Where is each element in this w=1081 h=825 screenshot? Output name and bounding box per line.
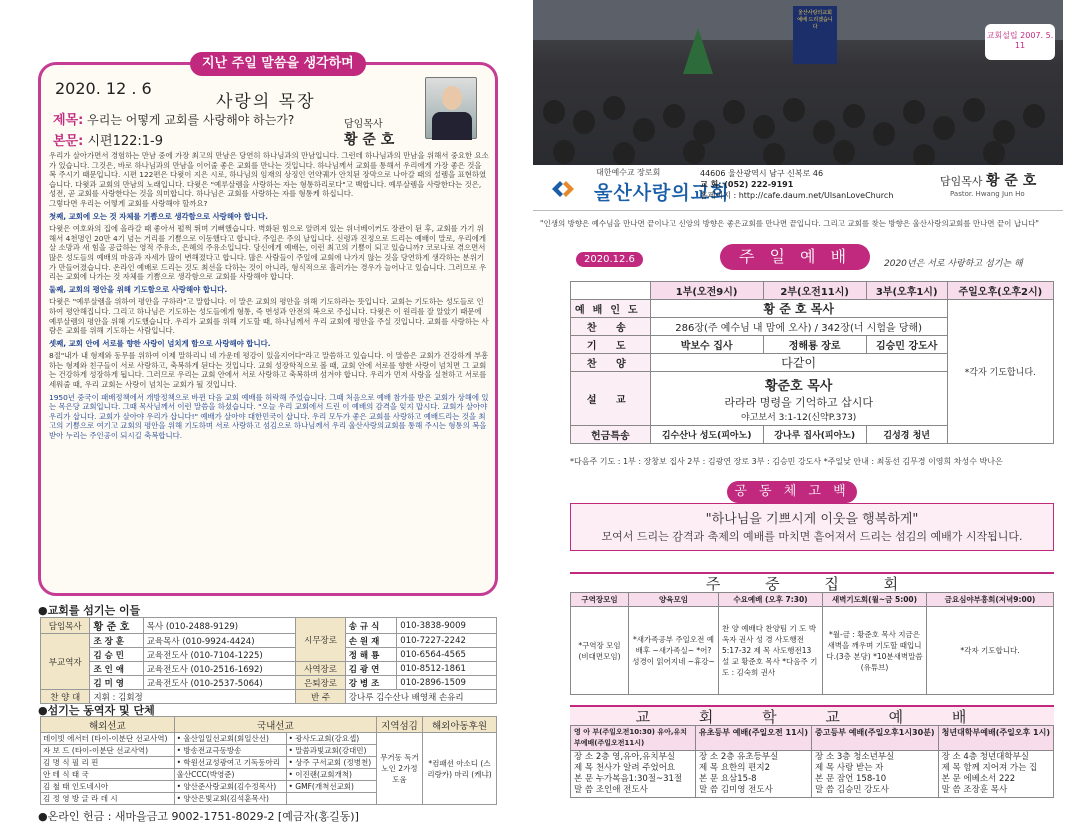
pastor-label: 담임목사 bbox=[344, 119, 383, 130]
missions-table: 해외선교 국내선교 지역섬김 해외아동후원 데이빗 에서터 (타이-이분단 선교사역) • 울산일일선교회(회일산선) • 광사도교회(강요셉) 무거동 독거노인 2가정 도움 *컴패션 아소디 (스리랑카) 마리 (케냐) 자 보 드 (타이-이분단 선교사역) • 방송전교극동방송 • 말씀과빛교회(강대민) 김 명 식 필 리 핀 • 학원선교성광여고 기독동아리 • 상주 구서교회 (정병천) 안 테 식 태 국 울산CCC(박영준) • 이진랜(교회개척) 김 철 태 인도네시아 • 양산준사랑교회(김수정목사) • GMF(개척선교회) 김 정 영 방 글 라 데 시 • 양산은빛교회(김석훈목사) bbox=[40, 716, 497, 805]
staff-title: ●교회를 섬기는 이들 bbox=[38, 604, 141, 617]
education-table: 영 아 부(주일오전10:30) 유아,유치부예배(주일오전11시) 유초등부 예배(주일오전 11시) 중고등부 예배(주일오후1시30분) 청년대학부예배(주일오후 1시) 장 소 2층 영,유아,유치부실 제 목 천사가 알려 주었어요 본 문 누가복음1:30절~31절 말 씀 조인애 전도사 장 소 2층 유초등부실 제 목 요한의 편지2 본 문 요삼15-8 말 씀 김미영 전도사 장 소 3층 청소년부실 제 목 사랑 받는 자 본 문 잠언 158-10 말 씀 김승민 강도사 장 소 4층 청년대학부실 제 목 함께 지어져 가는 집 본 문 에베소서 222 말 씀 조장훈 목사 bbox=[570, 725, 1054, 798]
midweek-table: 구역장모임 양육모임 수요예배 (오후 7:30) 새벽기도회(월~금 5:00) 금요심야부흥회(저녁9:00) *구역장 모임 (비대면모임) *새가족공부 주일오전 예배후 ~새가족실~ *어?성경이 읽어지네 ~휴강~ 찬 양 예배다 찬양팀 기 도 박옥자 권사 성 경 사도행전5:17-32 제 목 사도행전13 설 교 황준호 목사 *다음주 기도 : 김숙희 권사 *월-금 : 황준호 목사 지금은 새벽을 깨우며 기도할 때입니다.(3층 본당) *10분새벽말씀(유튜브) *각자 기도합니다. bbox=[570, 592, 1054, 695]
column-body: 우리가 살아가면서 경험하는 만남 중에 가장 최고의 만남은 당연히 하나님과의 만남입니다. 그런데 하나님과의 만남을 위해서 중요한 요소가 있습니다. 그것은, 바로 하나님과의 만남을 이어줄 좋은 교회를 만나는 것입니다. 하나님께서 교회를 통해서 우리에게 가장 좋은 것을 복 주시기 때문입니다. 시편 122편은 다윗이 지은 시로, 하나님의 임재의 상징인 언약궤가 안치된 장막으로 나아갈 때의 설렘을 표현하였습니다. 다윗과 교회의 만남의 노래입니다. 다윗은 "예루살렘을 사랑하는 자는 형통하리로다"고 백합니다. 예루살렘을 사랑한다는 것은, 성전, 곧 교회를 사랑한다는 것을 의미합니다. 하나님은 교회를 사랑하는 자를 형통케 하십니다. 그렇다면 우리는 어떻게 교회를 사랑해야 할까요? 첫째, 교회에 오는 것 자체를 기쁨으로 생각함으로 사랑해야 합니다. 다윗은 여호와의 집에 올라갈 때 좋아서 펄쩍 뛰며 기뻐했습니다. 벽화된 힘으로 알려져 있는 위너베이커도 장관이 된 후, 교회를 가기 위해서 4천명인 20만 4기 넘는 거리를 기쁨으로 이동했다고 합니다. 주일은 주의 날입니다. 신령과 진정으로 드리는 예배이 말로, 우리에게 살 소망과 새 힘을 공급하는 영적 주유소, 은혜의 주유소입니다. 당신에게 예배는, 이런 최고의 기쁨이 되고 있습니까? 코로나로 겪으면서 많은 성도들의 예배의 마음과 자세가 많이 변해졌다고 합니다. 많은 사람들이 주일에 교회에 나가지 않는 것을 당연하게 생각하는 분위기가 만들어졌습니다. 온라인 예배로 드리는 것도 최선을 다하는 것이 아니라, 형식적으로 흘러가는 경우가 늘어나고 있습니다. 그러므로 우리는 교회에 나가는 것 자체를 기쁨으로 생각함으로 교회를 사랑해야 합니다. 둘째, 교회의 평안을 위해 기도함으로 사랑해야 합니다. 다윗은 "예루살렘을 위하여 평안을 구하라"고 말합니다. 이 말은 교회의 평안을 위해 기도하라는 뜻입니다. 교회는 기도하는 성도들로 인하여 평안해집니다. 그리고 하나님은 기도하는 성도들에게 형통, 즉 번성과 안전의 복으로 주십니다. 다윗은 이 원리를 잘 알았기 때문에 예루살렘의 평안을 위해 기도했습니다. 우리가 교회를 위해 기도할 때, 하나님께서 우리 교회에 평안을 주실 것입니다. 교회를 사랑하는 사람은 교회를 위해 기도하는 사람입니다. 셋째, 교회 안에 서로를 향한 사랑이 넘치게 함으로 사랑해야 합니다. 8절"내가 내 형제와 동무를 위하여 이제 말하리니 네 가운데 평강이 있을지어다"라고 말씀하고 있습니다. 이 말씀은 교회가 건강하게 부흥하는 형제와 친구들이 서로 사랑하고, 축복하게 된다는 것입니다. 교회 성장학적으로 볼 때, 교회 안에 서로를 향한 사랑이 넘치면 그 교회는 건강하게 성장하게 됩니다. 그러므로 우리는 교회 안에서 서로 사랑하고 축복하며 섬겨야 합니다. 우리가 먼저 사랑을 실천하고 서로를 세워줄 때, 우리 교회는 사랑이 넘치는 교회가 될 것입니다. 1950년 중국이 패배정책에서 개방정책으로 바뀐 다음 교회 예배를 허락해 주었습니다. 그때 처음으로 예배 참가를 받은 교회가 상해에 있는 목은당 교회입니다. 그때 목사님께서 이런 말씀을 하셨습니다. "오늘 우리 교회에서 드린 이 예배의 감격을 잊지 맙시다. 교회가 살아야 우리가 삽니다. 교회가 살아야 우리가 삽니다!" 예배가 살아야 대한민국이 삽니다. 우리 모두가 좋은 교회를 사랑하고 예배드리는 것을 최고의 기쁨으로 여기고 교회의 평안을 위해 기도하며 서로 사랑하고 섬김으로 하나님께서 우리 울산사랑의교회를 통해 주시는 형통의 복을 받아 누리는 주인공이 되시길 축복합니다. bbox=[49, 151, 489, 441]
church-logo-icon bbox=[550, 178, 576, 200]
denomination: 대한예수교 장로회 bbox=[596, 168, 661, 177]
column-badge: 지난 주일 말씀을 생각하며 bbox=[190, 52, 366, 76]
sermon-title: 제목: 우리는 어떻게 교회를 사랑해야 하는가? bbox=[53, 113, 295, 128]
missions-title: ●섬기는 동역자 및 단체 bbox=[38, 704, 155, 717]
fellowship-line1: "하나님을 기쁘시게 이웃을 행복하게" bbox=[705, 512, 919, 527]
fellowship-box bbox=[570, 503, 1054, 551]
staff-table: 담임목사 황 준 호 목사 (010-2488-9129) 시무장로 송 규 식 010-3838-9009 부교역자 조 장 훈 교육목사 (010-9924-4424) 손 원 재 010-7227-2242 김 승 민 교육전도사 (010-7104-1225) 정 해 룡 010-6564-4565 조 인 애 교육전도사 (010-2516-1692) 사역장로 김 광 연 010-8512-1861 김 미 영 교육전도사 (010-2537-5064) 은퇴장로 강 병 조 010-2896-1509 찬 양 대 지휘 : 김회정 반 주 강나루 김수산나 배영채 손유리 bbox=[40, 617, 497, 704]
church-address: 44606 울산광역시 남구 신복로 46 교 회: (052) 222-9191 홈페이지 : http://cafe.daum.net/UlsanLoveChurch bbox=[700, 169, 894, 200]
pastor-name: 황 준 호 bbox=[344, 132, 395, 148]
founding-stamp: 교회설립 2007. 5. 11 bbox=[985, 24, 1055, 60]
church-motto: "인생의 방향은 예수님을 만나면 끝이나고 신앙의 방향은 좋은교회를 만나면 끝입니다. 그리고 교회를 찾는 방향은 울산사랑의교회를 만나면 끝이 납니다" bbox=[540, 219, 1039, 228]
pastor-english: Pastor. Hwang Jun Ho bbox=[950, 190, 1025, 198]
education-title: 교 회 학 교 예 배 bbox=[570, 705, 1054, 725]
sermon-verse: 본문: 시편122:1-9 bbox=[53, 134, 164, 149]
church-name: 울산사랑의교회 bbox=[594, 182, 730, 204]
pastor-column bbox=[38, 62, 498, 596]
congregation-photo bbox=[533, 0, 1063, 165]
online-offering: ●온라인 헌금 : 새마을금고 9002-1751-8029-2 [예금자(홍길동)] bbox=[38, 810, 359, 823]
point-1: 첫째, 교회에 오는 것 자체를 기쁨으로 생각함으로 사랑해야 합니다. bbox=[49, 211, 268, 221]
point-2: 둘째, 교회의 평안을 위해 기도함으로 사랑해야 합니다. bbox=[49, 284, 228, 294]
projection-screen: 울산사랑의교회 예배 드리겠습니다 bbox=[793, 6, 837, 64]
pastor-title: 담임목사 황 준 호 bbox=[940, 173, 1037, 189]
point-3: 셋째, 교회 안에 서로를 향한 사랑이 넘치게 함으로 사랑해야 합니다. bbox=[49, 338, 271, 348]
column-date: 2020. 12 . 6 bbox=[55, 79, 152, 98]
worship-subtitle: 2020년은 서로 사랑하고 섬기는 해 bbox=[884, 259, 1023, 269]
fellowship-line2: 모여서 드리는 감격과 축제의 예배를 마치면 흩어져서 드리는 섬김의 예배가 시작됩니다. bbox=[601, 530, 1023, 543]
worship-table: 1부(오전9시) 2부(오전11시) 3부(오후1시) 주일오후(오후2시) 예배인도 황 준 호 목사 *각자 기도합니다. 찬 송 286장(주 예수님 내 맘에 오사) / 342장(너 시험을 당해) 기 도 박보수 집사 정해룡 장로 김승민 강도사 찬 양 다같이 설 교 황준호 목사 라라라 명령을 기억하고 삽시다 야고보서 3:1-12(신약P.373) 헌금특송 김수산나 성도(피아노) 강나루 집사(피아노) 김성경 청년 bbox=[570, 281, 1054, 444]
worship-title: 주 일 예 배 bbox=[720, 244, 870, 270]
pastor-photo bbox=[425, 77, 477, 139]
fellowship-title: 공 동 체 고 백 bbox=[727, 481, 857, 503]
worship-date: 2020.12.6 bbox=[576, 252, 643, 267]
midweek-title: 주 중 집 회 bbox=[570, 572, 1054, 592]
column-title: 사랑의 목장 bbox=[216, 92, 316, 112]
next-week-note: *다음주 기도 : 1부 : 장창보 집사 2부 : 김광연 장로 3부 : 김승민 강도사 *주일낮 안내 : 최동선 김무경 이영희 차성수 박나은 bbox=[570, 457, 1003, 466]
